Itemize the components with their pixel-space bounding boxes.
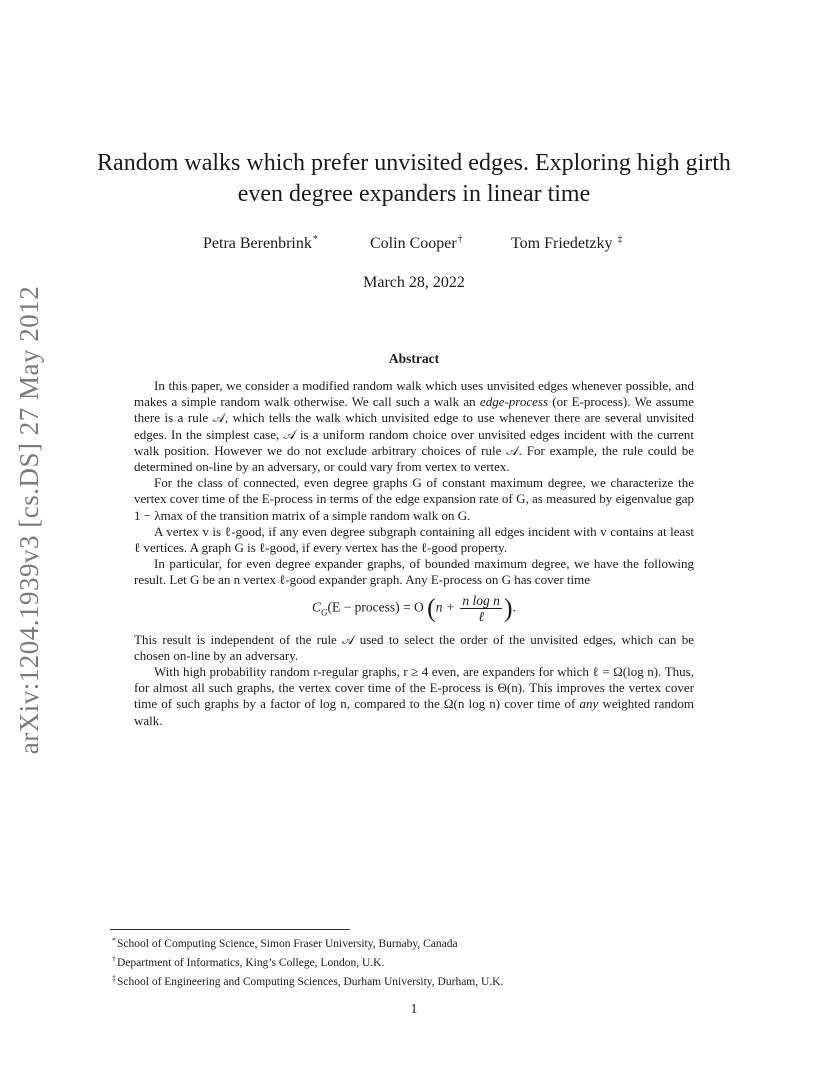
author-3 [511, 234, 623, 253]
abstract-p6-emphasis: any [579, 696, 599, 712]
equation-lhs: C [312, 599, 322, 615]
abstract-p6-start: With high probability random r-regular graphs, r ≥ 4 even, are expanders for which ℓ = Ω(log n). Thus, for almost all such graphs, the vertex cover time of the E-process is Θ(n). This improves the vertex cover time of such graphs by a factor of log n, compared to the Ω(n log n) cover time of [134, 664, 694, 712]
equation-lhs-argument: (E − process) = O [327, 599, 424, 615]
equation-right-paren: ) [503, 593, 513, 623]
author-2 [370, 234, 463, 253]
paper-title: Random walks which prefer unvisited edges. Exploring high girth even degree expanders in linear time [97, 150, 731, 207]
footnote-2-text: Department of Informatics, King’s College, London, U.K. [117, 957, 385, 969]
footnote-1-text: School of Computing Science, Simon Fraser University, Burnaby, Canada [117, 938, 458, 950]
footnote-1 [112, 933, 712, 952]
abstract-p6-end: weighted random walk. [134, 696, 694, 728]
abstract-paragraph-4: In particular, for even degree expander graphs, of bounded maximum degree, we have the following result. Let G be an n vertex ℓ-good expander graph. Any E-process on G has cover time [134, 556, 694, 588]
abstract-p1-start: In this paper, we consider a modified random walk which uses unvisited edges whenever possible, and makes a simple random walk otherwise. We call such a walk an [134, 378, 694, 410]
abstract-paragraph-2: For the class of connected, even degree graphs G of constant maximum degree, we characterize the vertex cover time of the E-process in terms of the edge expansion rate of G, as measured by eigenvalue gap 1 − λmax of the transition matrix of a simple random walk on G. [134, 475, 694, 523]
footnote-3 [112, 971, 712, 990]
abstract-p1-emphasis: edge-process [479, 394, 549, 410]
footnotes [112, 933, 712, 990]
footnote-3-text: School of Engineering and Computing Sciences, Durham University, Durham, U.K. [117, 976, 504, 988]
equation-tail: . [512, 599, 516, 615]
equation-numerator: n log n [462, 592, 500, 608]
footnote-1-mark: * [112, 936, 116, 945]
author-2-mark: † [457, 234, 463, 245]
author-1-mark: * [312, 234, 318, 245]
abstract-p1-end: (or E-process). We assume there is a rule 𝒜, which tells the walk which unvisited edge to use whenever there are several unvisited edges. In the simplest case, 𝒜 is a uniform random choice over unvisited edges incident with the current walk position. However we do not exclude arbitrary choices of rule 𝒜. For example, the rule could be determined on-line by an adversary, or could vary from vertex to vertex. [134, 394, 695, 475]
author-1 [203, 234, 318, 253]
author-3-mark: ‡ [617, 234, 623, 245]
abstract-paragraph-6 [134, 664, 694, 729]
paper-date: March 28, 2022 [363, 274, 465, 291]
equation-fraction [460, 593, 502, 624]
author-2-name: Colin Cooper [370, 235, 457, 252]
abstract-paragraph-5: This result is independent of the rule 𝒜 used to select the order of the unvisited edges, which can be chosen on-line by an adversary. [134, 631, 694, 663]
footnote-2-mark: † [112, 955, 116, 964]
cover-time-equation [134, 593, 694, 624]
equation-left-paren: ( [427, 593, 436, 623]
abstract-body [134, 378, 694, 729]
author-3-name: Tom Friedetzky [511, 235, 613, 252]
equation-inner: n + [435, 599, 456, 615]
equation-lhs-subscript: G [321, 606, 328, 617]
author-1-name: Petra Berenbrink [203, 235, 312, 252]
footnote-3-mark: ‡ [112, 974, 116, 983]
footnote-divider [110, 929, 350, 930]
page-number: 1 [410, 1002, 418, 1017]
abstract-paragraph-1 [134, 378, 694, 475]
equation-denominator: ℓ [478, 608, 484, 624]
abstract-heading: Abstract [388, 351, 440, 366]
abstract-paragraph-3: A vertex v is ℓ-good, if any even degree subgraph containing all edges incident with v contains at least ℓ vertices. A graph G is ℓ-good, if every vertex has the ℓ-good property. [134, 523, 694, 556]
arxiv-identifier: arXiv:1204.1939v3 [cs.DS] 27 May 2012 [14, 285, 44, 755]
footnote-2 [112, 952, 712, 971]
